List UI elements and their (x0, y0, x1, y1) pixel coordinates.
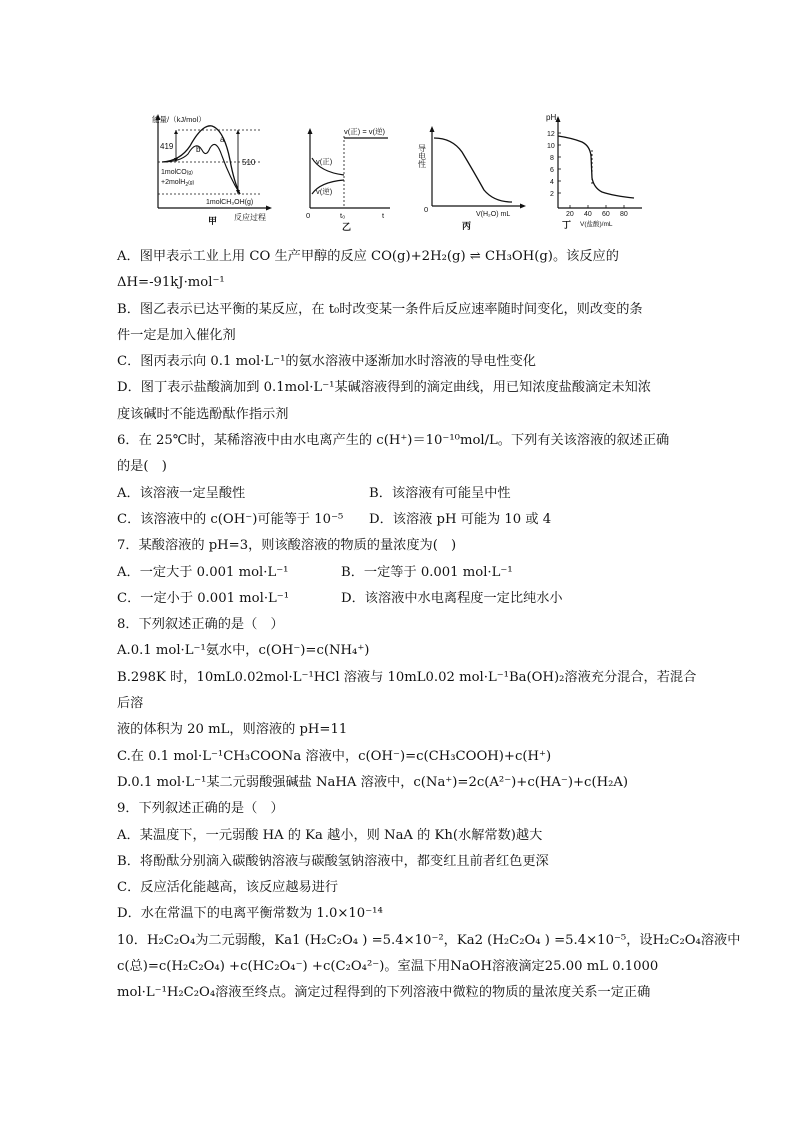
reactant-h2-sub: 2 (185, 182, 189, 188)
titration-curve (542, 112, 650, 230)
tick-t: t (382, 211, 385, 220)
energy-diagram (150, 112, 280, 230)
q6-options-row1 (117, 481, 682, 507)
figure-bing (417, 112, 532, 231)
q7-option-a: A．一定大于 0.001 mol·L⁻¹ (117, 564, 289, 580)
q5-option-a-line2: ΔH=-91kJ·mol⁻¹ (117, 275, 225, 291)
label-equal-rates: v(正) = v(逆) (344, 127, 386, 136)
water-volume-label: V(H₂O) mL (476, 211, 511, 218)
q6-option-a: A．该溶液一定呈酸性 (117, 485, 246, 501)
q8-option-b-line1: B.298K 时，10mL0.02mol·L⁻¹HCl 溶液与 10mL0.02 mol·L⁻¹Ba(OH)₂溶液充分混合，若混合 (117, 669, 697, 685)
q6-options-row2 (117, 507, 682, 533)
label-v-forward: v(正) (316, 157, 333, 166)
q6-option-c: C．该溶液中的 c(OH⁻)可能等于 10⁻⁵ (117, 511, 344, 527)
caption-jia: 甲 (208, 216, 218, 226)
conductivity-axis-label: 导电性 (417, 144, 427, 168)
reactant-co-state: (g) (186, 170, 193, 176)
svg-text:1molCO(g) (161, 169, 193, 176)
q10-line3: mol·L⁻¹H₂C₂O₄溶液至终点。滴定过程得到的下列溶液中微粒的物质的量浓度关系一定正确 (117, 985, 651, 1001)
q8-option-b-line3: 液的体积为 20 mL，则溶液的 pH=11 (117, 722, 348, 738)
label-v-reverse: v(逆) (316, 187, 333, 196)
q7-stem: 7．某酸溶液的 pH=3，则该酸溶液的物质的量浓度为( ) (117, 538, 457, 554)
q8-option-d: D.0.1 mol·L⁻¹某二元弱酸强碱盐 NaHA 溶液中，c(Na⁺)=2c(A²⁻)+c(HA⁻)+c(H₂A) (117, 774, 629, 790)
q6-option-d: D．该溶液 pH 可能为 10 或 4 (369, 511, 552, 527)
q5-option-b-line2: 件一定是加入催化剂 (117, 327, 236, 343)
caption-bing: 丙 (462, 221, 472, 231)
q9-option-a: A．某温度下，一元弱酸 HA 的 Ka 越小，则 NaA 的 Kh(水解常数)越大 (117, 827, 543, 843)
q8-option-a: A.0.1 mol·L⁻¹氨水中，c(OH⁻)=c(NH₄⁺) (117, 643, 370, 659)
product-label: 1molCH₃OH(g) (206, 199, 254, 206)
figure-yi (300, 112, 400, 230)
ytick-2: 2 (550, 191, 554, 198)
conductivity-diagram (417, 112, 532, 231)
q5-option-a-line1: A．图甲表示工业上用 CO 生产甲醇的反应 CO(g)+2H₂(g) ⇌ CH₃OH(g)。该反应的 (117, 249, 619, 264)
ytick-6: 6 (550, 167, 554, 174)
ytick-8: 8 (550, 155, 554, 162)
rate-time-diagram (300, 112, 400, 230)
ytick-12: 12 (547, 131, 555, 138)
ytick-4: 4 (550, 179, 554, 186)
q9-option-c: C．反应活化能越高，该反应越易进行 (117, 880, 339, 896)
caption-yi: 乙 (342, 222, 352, 232)
q5-option-d-line1: D．图丁表示盐酸滴加到 0.1mol·L⁻¹某碱溶液得到的滴定曲线，用已知浓度盐酸滴定未知浓 (117, 380, 651, 396)
origin-zero: 0 (424, 205, 429, 214)
q7-option-c: C．一定小于 0.001 mol·L⁻¹ (117, 590, 290, 606)
svg-text:+2molH2(g) (161, 179, 195, 188)
reactant-h2: +2molH (161, 179, 186, 186)
value-419: 419 (160, 142, 174, 151)
xtick-80: 80 (620, 211, 628, 218)
hcl-volume-label: V(盐酸)/mL (580, 221, 613, 228)
tick-zero: 0 (306, 211, 311, 220)
q7-option-b: B．一定等于 0.001 mol·L⁻¹ (341, 564, 513, 580)
q7-options-row2 (117, 586, 682, 612)
tick-t0: t₀ (340, 211, 346, 220)
figure-jia (150, 112, 280, 230)
q8-option-b-line2: 后溶 (117, 696, 144, 712)
xtick-40: 40 (584, 211, 592, 218)
q5-option-b-line1: B．图乙表示已达平衡的某反应，在 t₀时改变某一条件后反应速率随时间变化，则改变的条 (117, 301, 643, 317)
value-510: 510 (242, 158, 256, 167)
q10-line1: 10．H₂C₂O₄为二元弱酸，Ka1 (H₂C₂O₄ ) =5.4×10⁻²，Ka2 (H₂C₂O₄ ) =5.4×10⁻⁵，设H₂C₂O₄溶液中 (117, 932, 741, 948)
curve-b-label: b (196, 145, 201, 154)
q8-option-c: C.在 0.1 mol·L⁻¹CH₃COONa 溶液中，c(OH⁻)=c(CH₃COOH)+c(H⁺) (117, 748, 552, 764)
q9-option-b: B．将酚酞分别滴入碳酸钠溶液与碳酸氢钠溶液中，都变红且前者红色更深 (117, 853, 549, 869)
q9-option-d: D．水在常温下的电离平衡常数为 1.0×10⁻¹⁴ (117, 906, 383, 922)
q6-stem-line2: 的是( ) (117, 459, 167, 475)
q5-option-c: C．图丙表示向 0.1 mol·L⁻¹的氨水溶液中逐渐加水时溶液的导电性变化 (117, 354, 536, 370)
figure-ding (542, 112, 650, 230)
reactant-h2-state: (g) (188, 180, 195, 186)
q9-stem: 9．下列叙述正确的是（ ） (117, 801, 284, 817)
reaction-process-label: 反应过程 (234, 213, 266, 222)
q6-option-b: B．该溶液有可能呈中性 (369, 485, 511, 501)
ph-axis-label: pH (546, 113, 557, 122)
q5-option-d-line2: 度该碱时不能选酚酞作指示剂 (117, 406, 289, 422)
caption-ding: 丁 (562, 220, 572, 230)
q7-options-row1 (117, 560, 682, 586)
reactant-co: 1molCO (161, 169, 187, 176)
q8-stem: 8．下列叙述正确的是（ ） (117, 617, 284, 633)
q10-line2: c(总)=c(H₂C₂O₄) +c(HC₂O₄⁻) +c(C₂O₄²⁻)。室温下用NaOH溶液滴定25.00 mL 0.1000 (117, 959, 659, 975)
q7-option-d: D．该溶液中水电离程度一定比纯水小 (341, 590, 563, 606)
figure-row (150, 112, 650, 230)
energy-axis-label: 能量/（kJ/mol） (152, 115, 206, 124)
curve-a-label: a (220, 135, 225, 144)
q6-stem-line1: 6．在 25℃时，某稀溶液中由水电离产生的 c(H⁺)＝10⁻¹⁰mol/L。下列有关该溶液的叙述正确 (117, 433, 670, 449)
xtick-20: 20 (566, 211, 574, 218)
question-text (117, 244, 741, 1007)
ytick-10: 10 (547, 143, 555, 150)
xtick-60: 60 (602, 211, 610, 218)
